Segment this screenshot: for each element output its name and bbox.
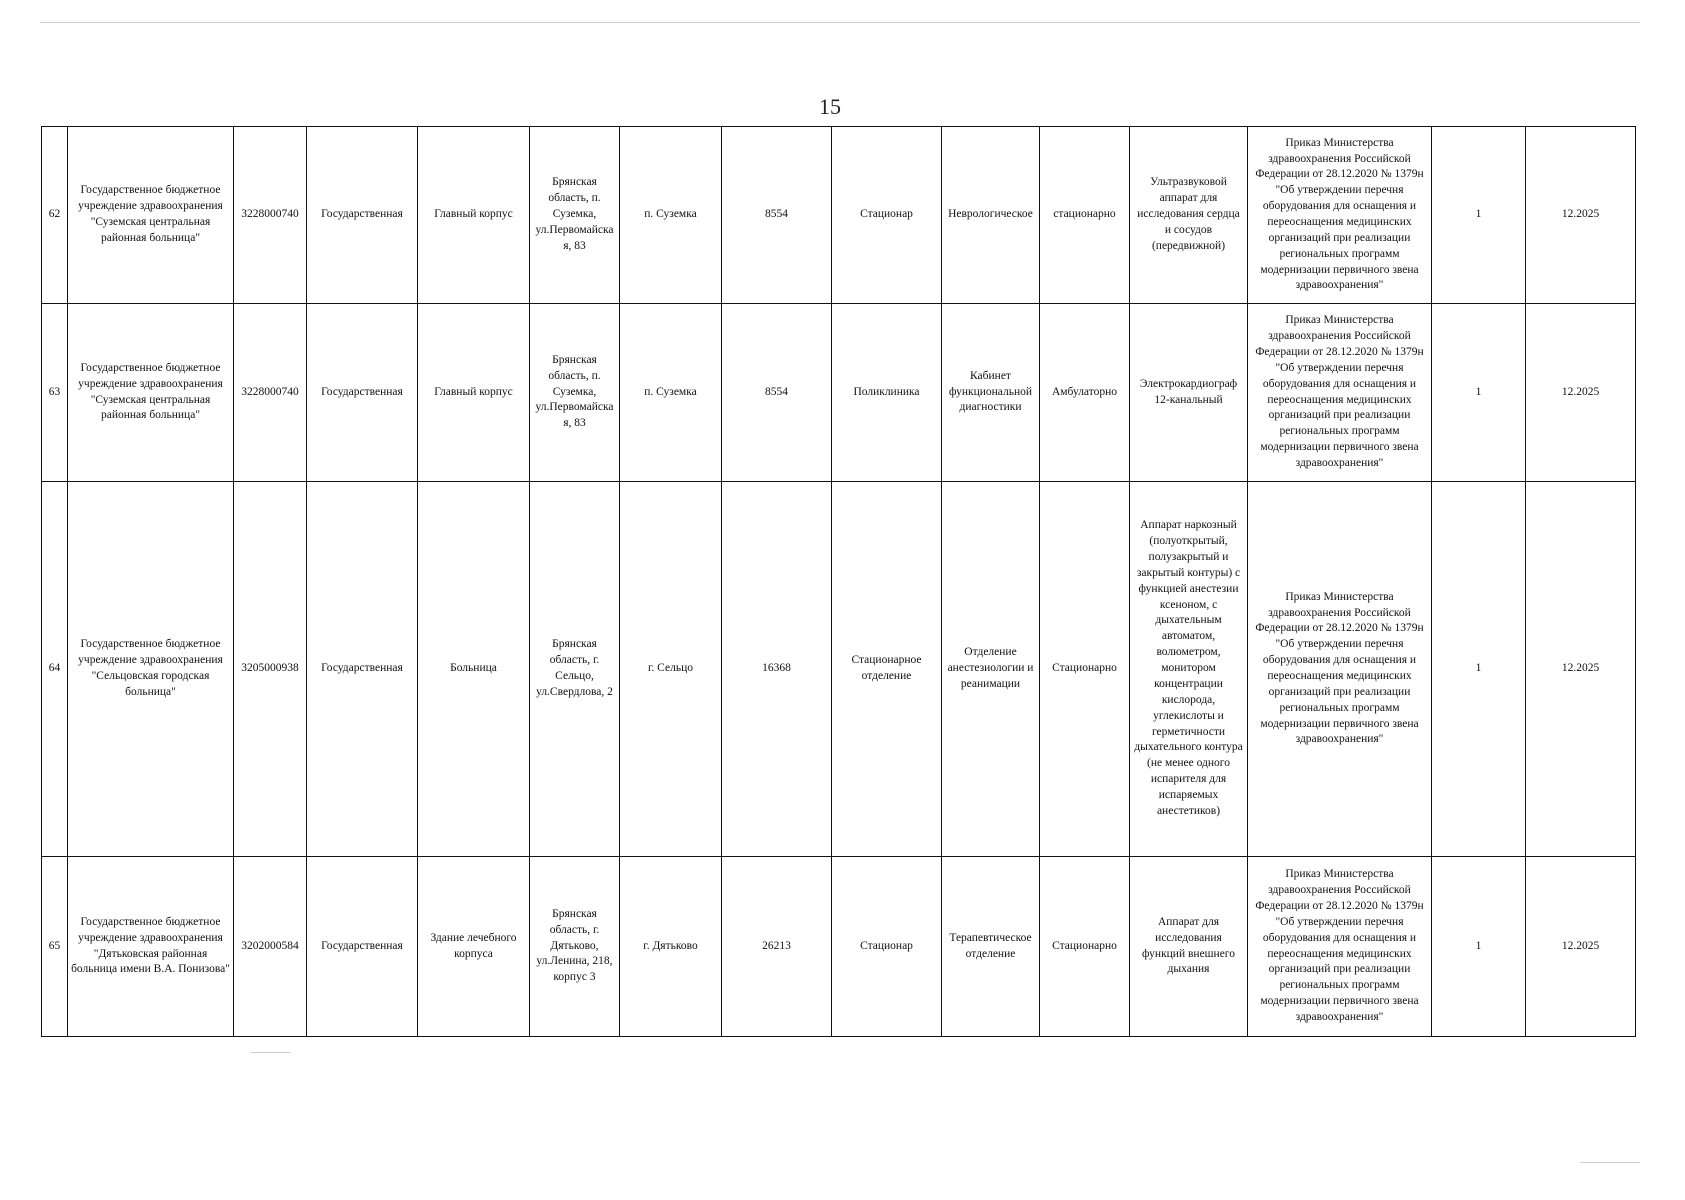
inn-cell: 3228000740: [234, 304, 307, 482]
population-cell: 8554: [722, 127, 832, 304]
legal-basis-cell: Приказ Министерства здравоохранения Российской Федерации от 28.12.2020 № 1379н "Об утверждении перечня оборудования для оснащения и переоснащения медицинских организаций при реализации региональных программ модернизации первичного звена здравоохранения": [1248, 127, 1432, 304]
care-form-cell: Стационарно: [1040, 857, 1130, 1037]
date-cell: 12.2025: [1526, 857, 1636, 1037]
address-cell: Брянская область, п. Суземка, ул.Первомайская, 83: [530, 127, 620, 304]
row-number: 64: [42, 482, 68, 857]
building-cell: Главный корпус: [418, 127, 530, 304]
department-cell: Кабинет функциональной диагностики: [942, 304, 1040, 482]
building-cell: Здание лечебного корпуса: [418, 857, 530, 1037]
unit-cell: Стационар: [832, 127, 942, 304]
ownership-cell: Государственная: [307, 857, 418, 1037]
page-number: 15: [819, 94, 841, 119]
address-cell: Брянская область, г. Сельцо, ул.Свердлова, 2: [530, 482, 620, 857]
locality-cell: г. Дятьково: [620, 857, 722, 1037]
row-number: 63: [42, 304, 68, 482]
equipment-cell: Аппарат для исследования функций внешнего дыхания: [1130, 857, 1248, 1037]
population-cell: 16368: [722, 482, 832, 857]
table-row: [42, 127, 1636, 304]
unit-cell: Стационар: [832, 857, 942, 1037]
ownership-cell: Государственная: [307, 482, 418, 857]
equipment-cell: Ультразвуковой аппарат для исследования сердца и сосудов (передвижной): [1130, 127, 1248, 304]
building-cell: Больница: [418, 482, 530, 857]
scan-artifact-corner-mark: [1580, 1162, 1640, 1163]
row-number: 62: [42, 127, 68, 304]
legal-basis-cell: Приказ Министерства здравоохранения Российской Федерации от 28.12.2020 № 1379н "Об утверждении перечня оборудования для оснащения и переоснащения медицинских организаций при реализации региональных программ модернизации первичного звена здравоохранения": [1248, 857, 1432, 1037]
organization-name: Государственное бюджетное учреждение здравоохранения "Дятьковская районная больница имени В.А. Понизова": [68, 857, 234, 1037]
table-row: [42, 482, 1636, 857]
locality-cell: г. Сельцо: [620, 482, 722, 857]
building-cell: Главный корпус: [418, 304, 530, 482]
inn-cell: 3202000584: [234, 857, 307, 1037]
unit-cell: Стационарное отделение: [832, 482, 942, 857]
table-row: [42, 857, 1636, 1037]
ownership-cell: Государственная: [307, 127, 418, 304]
organization-name: Государственное бюджетное учреждение здравоохранения "Суземская центральная районная больница": [68, 304, 234, 482]
ownership-cell: Государственная: [307, 304, 418, 482]
population-cell: 26213: [722, 857, 832, 1037]
organization-name: Государственное бюджетное учреждение здравоохранения "Сельцовская городская больница": [68, 482, 234, 857]
department-cell: Неврологическое: [942, 127, 1040, 304]
quantity-cell: 1: [1432, 857, 1526, 1037]
population-cell: 8554: [722, 304, 832, 482]
date-cell: 12.2025: [1526, 304, 1636, 482]
table-row: [42, 304, 1636, 482]
scan-artifact-bottom-line: [250, 1052, 290, 1053]
inn-cell: 3205000938: [234, 482, 307, 857]
equipment-cell: Аппарат наркозный (полуоткрытый, полузакрытый и закрытый контуры) с функцией анестезии ксеноном, с дыхательным автоматом, волюметром, монитором концентрации кислорода, углекислоты и герметичности дыхательного контура (не менее одного испарителя для испаряемых анестетиков): [1130, 482, 1248, 857]
quantity-cell: 1: [1432, 304, 1526, 482]
unit-cell: Поликлиника: [832, 304, 942, 482]
care-form-cell: стационарно: [1040, 127, 1130, 304]
row-number: 65: [42, 857, 68, 1037]
quantity-cell: 1: [1432, 127, 1526, 304]
scan-artifact-top-line: [40, 22, 1640, 23]
care-form-cell: Амбулаторно: [1040, 304, 1130, 482]
locality-cell: п. Суземка: [620, 304, 722, 482]
address-cell: Брянская область, п. Суземка, ул.Первомайская, 83: [530, 304, 620, 482]
address-cell: Брянская область, г. Дятьково, ул.Ленина, 218, корпус 3: [530, 857, 620, 1037]
care-form-cell: Стационарно: [1040, 482, 1130, 857]
legal-basis-cell: Приказ Министерства здравоохранения Российской Федерации от 28.12.2020 № 1379н "Об утверждении перечня оборудования для оснащения и переоснащения медицинских организаций при реализации региональных программ модернизации первичного звена здравоохранения": [1248, 482, 1432, 857]
date-cell: 12.2025: [1526, 482, 1636, 857]
locality-cell: п. Суземка: [620, 127, 722, 304]
legal-basis-cell: Приказ Министерства здравоохранения Российской Федерации от 28.12.2020 № 1379н "Об утверждении перечня оборудования для оснащения и переоснащения медицинских организаций при реализации региональных программ модернизации первичного звена здравоохранения": [1248, 304, 1432, 482]
department-cell: Отделение анестезиологии и реанимации: [942, 482, 1040, 857]
quantity-cell: 1: [1432, 482, 1526, 857]
inn-cell: 3228000740: [234, 127, 307, 304]
equipment-cell: Электрокардиограф 12-канальный: [1130, 304, 1248, 482]
date-cell: 12.2025: [1526, 127, 1636, 304]
equipment-register-table: [41, 126, 1636, 1037]
organization-name: Государственное бюджетное учреждение здравоохранения "Суземская центральная районная больница": [68, 127, 234, 304]
department-cell: Терапевтическое отделение: [942, 857, 1040, 1037]
